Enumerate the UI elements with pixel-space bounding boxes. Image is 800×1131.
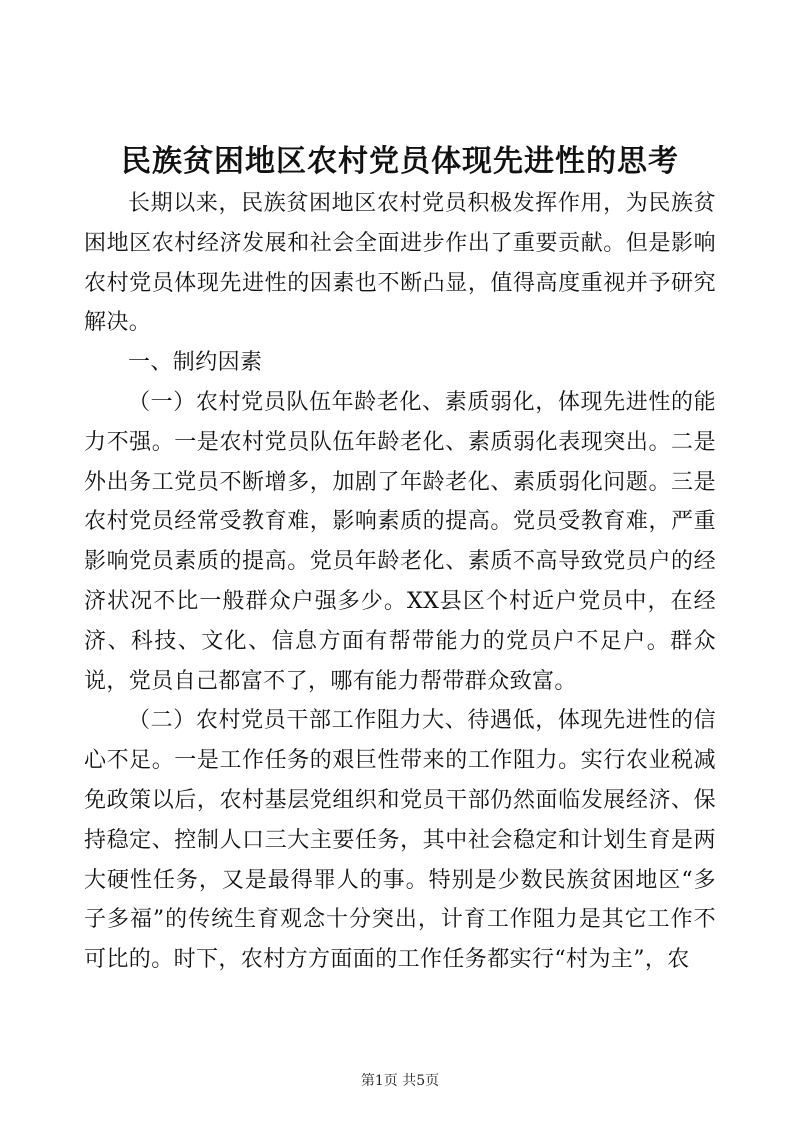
page-title: 民族贫困地区农村党员体现先进性的思考 — [121, 144, 679, 179]
subsection-paragraph-1: （一）农村党员队伍年龄老化、素质弱化，体现先进性的能力不强。一是农村党员队伍年龄老化、素质弱化表现突出。二是外出务工党员不断增多，加剧了年龄老化、素质弱化问题。三是农村党员经常受教育难，影响素质的提高。党员受教育难，严重影响党员素质的提高。党员年龄老化、素质不高导致党员户的经济状况不比一般群众户强多少。XX县区个村近户党员中，在经济、科技、文化、信息方面有帮带能力的党员户不足户。群众说，党员自己都富不了，哪有能力帮带群众致富。 — [84, 389, 716, 694]
section-heading: 一、制约因素 — [128, 350, 263, 376]
page-footer: 第1页 共5页 — [360, 1073, 440, 1089]
document-body — [84, 184, 716, 980]
subsection-paragraph-2: （二）农村党员干部工作阻力大、待遇低，体现先进性的信心不足。一是工作任务的艰巨性带来的工作阻力。实行农业税减免政策以后，农村基层党组织和党员干部仍然面临发展经济、保持稳定、控制人口三大主要任务，其中社会稳定和计划生育是两大硬性任务，又是最得罪人的事。特别是少数民族贫困地区“多子多福”的传统生育观念十分突出，计育工作阻力是其它工作不可比的。时下，农村方方面面的工作任务都实行“村为主”，农 — [84, 708, 716, 973]
intro-paragraph: 长期以来，民族贫困地区农村党员积极发挥作用，为民族贫困地区农村经济发展和社会全面进步作出了重要贡献。但是影响农村党员体现先进性的因素也不断凸显，值得高度重视并予研究解决。 — [84, 191, 716, 336]
